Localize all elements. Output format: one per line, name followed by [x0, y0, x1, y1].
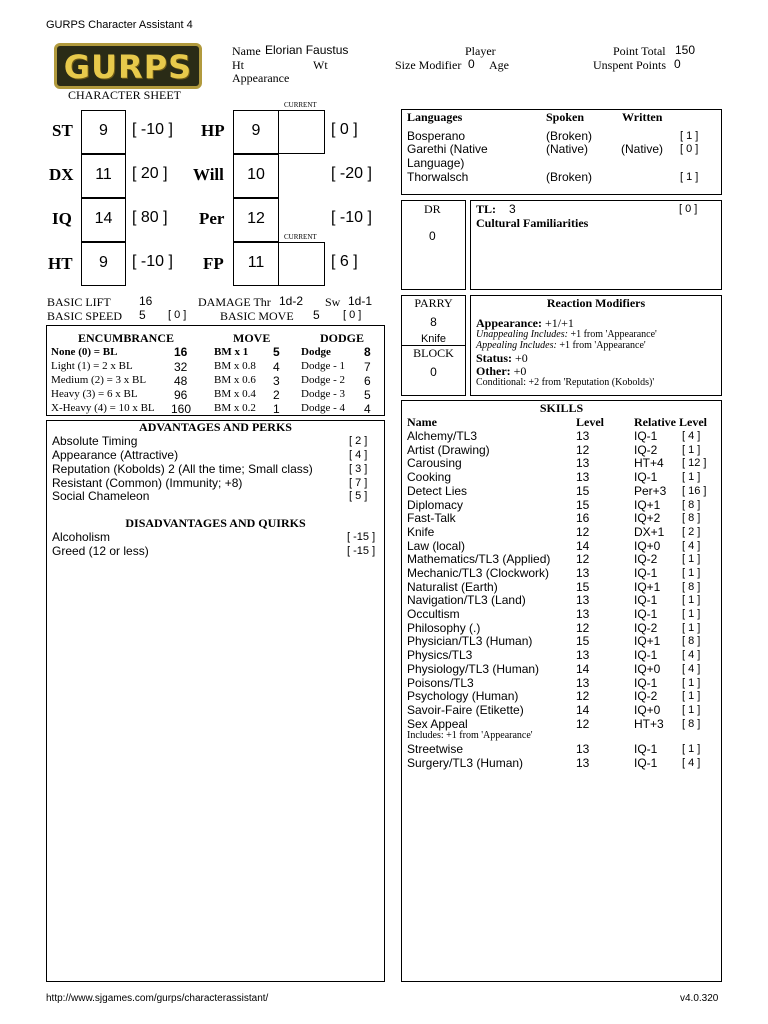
skill-level: 13 [576, 756, 590, 770]
current-label-hp: CURRENT [284, 101, 317, 109]
skill-level: 13 [576, 593, 590, 607]
skill-level: 13 [576, 676, 590, 690]
skill-cost: [ 8 ] [682, 499, 701, 511]
skill-row [402, 552, 721, 566]
skill-relative-level: IQ-1 [634, 607, 658, 621]
damage-thr-value: 1d-2 [279, 294, 304, 308]
sec-fp-box[interactable] [233, 242, 279, 286]
skill-row [402, 676, 721, 690]
skill-cost: [ 1 ] [682, 743, 701, 755]
basic-move-label: BASIC MOVE [220, 309, 294, 323]
logo-text: GURPS [63, 48, 193, 86]
advantage-cost: [ 4 ] [349, 449, 368, 461]
enc-move: 2 [273, 388, 280, 402]
skill-level: 12 [576, 621, 590, 635]
dr-value: 0 [429, 229, 436, 243]
skill-row [402, 511, 721, 525]
advantage-name: Social Chameleon [52, 489, 150, 503]
skill-level: 13 [576, 429, 590, 443]
language-spoken: (Native) [546, 142, 589, 156]
skill-relative-level: IQ+0 [634, 662, 661, 676]
skill-name: Fast-Talk [407, 511, 456, 525]
tl-value: 3 [509, 202, 516, 216]
enc-dodge: 7 [364, 360, 371, 374]
skill-row [402, 498, 721, 512]
skill-level: 12 [576, 689, 590, 703]
basic-lift-label: BASIC LIFT [47, 295, 111, 309]
skill-cost: [ 1 ] [682, 444, 701, 456]
skill-row [402, 566, 721, 580]
attr-iq-cost: [ 80 ] [132, 209, 168, 226]
skill-cost: [ 1 ] [682, 704, 701, 716]
skill-name: Alchemy/TL3 [407, 429, 478, 443]
tl-cost: [ 0 ] [679, 203, 698, 215]
attr-dx-cost: [ 20 ] [132, 165, 168, 182]
skill-level: 13 [576, 456, 590, 470]
name-label: Name [232, 44, 261, 58]
languages-header: Languages [407, 110, 463, 124]
skill-relative-level: IQ-2 [634, 443, 658, 457]
wt-label: Wt [313, 58, 328, 72]
size-modifier-value: 0 [468, 57, 475, 71]
point-total-value: 150 [675, 43, 696, 57]
attr-ht-box[interactable] [81, 242, 126, 286]
enc-level: Light (1) = 2 x BL [51, 360, 133, 372]
parry-value: 8 [430, 315, 437, 329]
sec-hp-label: HP [201, 121, 225, 140]
skill-name: Physics/TL3 [407, 648, 473, 662]
skill-relative-level: IQ-2 [634, 552, 658, 566]
sheet-label: CHARACTER SHEET [68, 88, 182, 102]
skill-row [402, 607, 721, 621]
dr-label: DR [424, 202, 441, 216]
skill-name: Mechanic/TL3 (Clockwork) [407, 566, 550, 580]
skill-cost: [ 4 ] [682, 649, 701, 661]
skill-row [402, 648, 721, 662]
languages-box [401, 109, 722, 195]
footer-url[interactable]: http://www.sjgames.com/gurps/characterassistant/ [46, 993, 269, 1004]
skill-name: Artist (Drawing) [407, 443, 490, 457]
enc-move-label: BM x 1 [214, 346, 249, 358]
enc-dodge-label: Dodge - 2 [301, 374, 345, 386]
spoken-header: Spoken [546, 110, 585, 124]
skill-row [402, 456, 721, 470]
block-label: BLOCK [413, 346, 454, 360]
skill-row [402, 539, 721, 553]
skill-name: Surgery/TL3 (Human) [407, 756, 524, 770]
unspent-label: Unspent Points [593, 58, 667, 72]
sec-will-value: 10 [247, 166, 265, 183]
sec-hp-cost: [ 0 ] [331, 121, 358, 138]
skill-relative-level: IQ-1 [634, 593, 658, 607]
skill-relative-level: IQ-1 [634, 566, 658, 580]
advantage-cost: [ 7 ] [349, 477, 368, 489]
sec-per-cost: [ -10 ] [331, 209, 372, 226]
unappealing-label: Unappealing Includes: [476, 329, 568, 340]
skill-cost: [ 12 ] [682, 457, 707, 469]
skill-cost: [ 1 ] [682, 677, 701, 689]
reaction-appearance-label: Appearance: [476, 316, 542, 330]
skill-relative-level: IQ-1 [634, 756, 658, 770]
skill-name: Knife [407, 525, 435, 539]
enc-move: 4 [273, 360, 280, 374]
skill-relative-level: IQ-1 [634, 742, 658, 756]
reaction-appearance-value: +1/+1 [545, 316, 574, 330]
enc-move-label: BM x 0.8 [214, 360, 256, 372]
reaction-title: Reaction Modifiers [546, 296, 646, 310]
skill-cost: [ 4 ] [682, 757, 701, 769]
player-label: Player [465, 44, 496, 58]
skill-name: Detect Lies [407, 484, 468, 498]
skills-title: SKILLS [539, 401, 584, 415]
skill-relative-level: IQ-1 [634, 470, 658, 484]
language-name: Language) [407, 156, 465, 170]
skills-box [401, 400, 722, 982]
parry-label: PARRY [414, 296, 453, 310]
enc-level: Heavy (3) = 6 x BL [51, 388, 138, 400]
enc-move-label: BM x 0.4 [214, 388, 256, 400]
disadvantage-name: Alcoholism [52, 530, 111, 544]
status-label: Status: [476, 351, 513, 365]
reaction-modifiers-box [470, 295, 722, 396]
skill-row [402, 689, 721, 703]
enc-dodge: 4 [364, 402, 371, 416]
enc-weight: 96 [174, 388, 188, 402]
skill-row [402, 580, 721, 594]
reaction-appealing [476, 340, 646, 351]
enc-dodge-label: Dodge - 3 [301, 388, 345, 400]
attr-dx-label: DX [49, 165, 74, 184]
sec-per-label: Per [199, 209, 225, 228]
damage-sw-value: 1d-1 [348, 294, 373, 308]
sec-fp-cost: [ 6 ] [331, 253, 358, 270]
skill-level: 13 [576, 742, 590, 756]
skill-level: 13 [576, 566, 590, 580]
attr-iq-box[interactable] [81, 198, 126, 242]
enc-dodge-label: Dodge - 1 [301, 360, 345, 372]
current-label-fp: CURRENT [284, 233, 317, 241]
appealing-text: +1 from 'Appearance' [559, 340, 646, 351]
skill-relative-level: Per+3 [634, 484, 667, 498]
sec-hp-current-box[interactable] [278, 110, 325, 154]
sec-hp-box[interactable] [233, 110, 279, 154]
skill-name: Sex Appeal [407, 717, 468, 731]
skill-relative-level: IQ+0 [634, 539, 661, 553]
language-name: Garethi (Native [407, 142, 488, 156]
point-total-label: Point Total [613, 44, 666, 58]
skill-row [402, 634, 721, 648]
enc-level: None (0) = BL [51, 346, 118, 358]
disadvantages-title: DISADVANTAGES AND QUIRKS [125, 516, 306, 530]
sec-hp-value: 9 [251, 122, 261, 139]
skill-cost: [ 8 ] [682, 581, 701, 593]
skill-relative-level: HT+3 [634, 717, 664, 731]
sec-fp-value: 11 [247, 254, 265, 271]
advantage-name: Appearance (Attractive) [52, 448, 179, 462]
attr-iq-label: IQ [52, 209, 72, 228]
skill-level: 15 [576, 498, 590, 512]
attr-ht-cost: [ -10 ] [132, 253, 173, 270]
status-value: +0 [515, 351, 528, 365]
sec-fp-label: FP [203, 254, 224, 273]
skill-name: Physician/TL3 (Human) [407, 634, 533, 648]
skill-level: 16 [576, 511, 590, 525]
sec-will-cost: [ -20 ] [331, 165, 372, 182]
enc-dodge: 5 [364, 388, 371, 402]
enc-dodge: 6 [364, 374, 371, 388]
skill-cost: [ 1 ] [682, 567, 701, 579]
size-modifier-label: Size Modifier [395, 58, 462, 72]
skill-row [402, 756, 721, 770]
reaction-conditional: Conditional: +2 from 'Reputation (Kobolds)' [476, 377, 655, 388]
skill-level: 12 [576, 552, 590, 566]
skill-row [402, 662, 721, 676]
encumbrance-header: ENCUMBRANCE [78, 331, 174, 345]
ht-label: Ht [232, 58, 244, 72]
advantage-cost: [ 5 ] [349, 490, 368, 502]
name-value: Elorian Faustus [265, 43, 349, 57]
unspent-value: 0 [674, 57, 681, 71]
skill-relative-level: IQ-2 [634, 689, 658, 703]
move-header: MOVE [233, 331, 271, 345]
enc-move-label: BM x 0.2 [214, 402, 256, 414]
skill-cost: [ 1 ] [682, 553, 701, 565]
enc-dodge: 8 [364, 345, 371, 359]
language-cost: [ 1 ] [680, 171, 699, 183]
reaction-unappealing [476, 329, 657, 340]
attr-ht-label: HT [48, 254, 73, 273]
advantage-cost: [ 3 ] [349, 463, 368, 475]
attr-dx-value: 11 [95, 166, 112, 183]
skill-cost: [ 8 ] [682, 718, 701, 730]
language-name: Thorwalsch [407, 170, 469, 184]
enc-weight: 48 [174, 374, 188, 388]
skill-level: 12 [576, 443, 590, 457]
cultural-familiarities-label: Cultural Familiarities [476, 216, 589, 230]
skill-name: Physiology/TL3 (Human) [407, 662, 540, 676]
skill-row [402, 429, 721, 443]
enc-move: 1 [273, 402, 280, 416]
language-cost: [ 0 ] [680, 143, 699, 155]
sec-per-box[interactable] [233, 198, 279, 242]
skill-name: Poisons/TL3 [407, 676, 474, 690]
enc-weight: 16 [174, 345, 188, 359]
disadvantage-name: Greed (12 or less) [52, 544, 149, 558]
skill-row [402, 621, 721, 635]
disadvantage-cost: [ -15 ] [347, 545, 376, 557]
attr-dx-box[interactable] [81, 154, 126, 198]
skill-level: 12 [576, 525, 590, 539]
skill-name: Philosophy (.) [407, 621, 481, 635]
footer-version: v4.0.320 [680, 993, 719, 1004]
enc-dodge-label: Dodge [301, 346, 331, 358]
language-spoken: (Broken) [546, 129, 593, 143]
skill-cost: [ 8 ] [682, 635, 701, 647]
attr-iq-value: 14 [94, 210, 113, 227]
skills-header-level: Level [576, 415, 604, 429]
written-header: Written [622, 110, 663, 124]
advantages-title: ADVANTAGES AND PERKS [139, 420, 292, 434]
language-spoken: (Broken) [546, 170, 593, 184]
skill-name: Mathematics/TL3 (Applied) [407, 552, 551, 566]
basic-speed-cost: [ 0 ] [168, 309, 187, 321]
advantage-name: Reputation (Kobolds) 2 (All the time; Small class) [52, 462, 313, 476]
skill-cost: [ 1 ] [682, 622, 701, 634]
basic-speed-label: BASIC SPEED [47, 309, 123, 323]
skill-note: Includes: +1 from 'Appearance' [407, 730, 533, 741]
skill-name: Carousing [407, 456, 462, 470]
enc-weight: 32 [174, 360, 188, 374]
other-value: +0 [513, 364, 527, 378]
dodge-header: DODGE [320, 331, 365, 345]
skill-name: Occultism [407, 607, 460, 621]
skill-name: Diplomacy [407, 498, 464, 512]
skill-row [402, 742, 721, 756]
skill-relative-level: IQ+1 [634, 498, 661, 512]
skill-relative-level: IQ-1 [634, 648, 658, 662]
skill-name: Law (local) [407, 539, 466, 553]
basic-move-value: 5 [313, 308, 320, 322]
skill-level: 12 [576, 717, 590, 731]
skill-cost: [ 8 ] [682, 512, 701, 524]
skill-level: 13 [576, 607, 590, 621]
unappealing-text: +1 from 'Appearance' [570, 329, 657, 340]
skill-relative-level: HT+4 [634, 456, 664, 470]
dr-box [401, 200, 466, 290]
skill-level: 15 [576, 580, 590, 594]
skill-cost: [ 4 ] [682, 663, 701, 675]
skill-level: 15 [576, 634, 590, 648]
skill-level: 13 [576, 648, 590, 662]
skill-cost: [ 16 ] [682, 485, 707, 497]
skill-relative-level: IQ+1 [634, 634, 661, 648]
skill-cost: [ 4 ] [682, 540, 701, 552]
damage-sw-label: Sw [325, 295, 341, 309]
sec-will-label: Will [193, 165, 224, 184]
skill-cost: [ 4 ] [682, 430, 701, 442]
disadvantage-cost: [ -15 ] [347, 531, 376, 543]
language-written: (Native) [621, 142, 664, 156]
skill-name: Savoir-Faire (Etikette) [407, 703, 524, 717]
skill-relative-level: IQ+1 [634, 580, 661, 594]
basic-move-cost: [ 0 ] [343, 309, 362, 321]
skill-relative-level: IQ-1 [634, 676, 658, 690]
skill-level: 14 [576, 539, 590, 553]
gurps-logo [54, 43, 202, 89]
skill-cost: [ 1 ] [682, 608, 701, 620]
language-name: Bosperano [407, 129, 466, 143]
skill-row [402, 443, 721, 457]
skill-row [402, 484, 721, 498]
skill-name: Streetwise [407, 742, 464, 756]
skill-row [402, 703, 721, 717]
skill-name: Psychology (Human) [407, 689, 519, 703]
advantages-box [46, 420, 385, 982]
block-value: 0 [430, 365, 437, 379]
enc-dodge-label: Dodge - 4 [301, 402, 345, 414]
attr-st-cost: [ -10 ] [132, 121, 173, 138]
skill-name: Naturalist (Earth) [407, 580, 498, 594]
attr-st-value: 9 [99, 122, 108, 139]
enc-weight: 160 [171, 402, 192, 416]
damage-label: DAMAGE Thr [198, 295, 271, 309]
skill-relative-level: DX+1 [634, 525, 665, 539]
enc-move-label: BM x 0.6 [214, 374, 256, 386]
skill-relative-level: IQ+0 [634, 703, 661, 717]
enc-move: 3 [273, 374, 280, 388]
skill-row [402, 717, 721, 731]
skill-name: Navigation/TL3 (Land) [407, 593, 526, 607]
enc-level: Medium (2) = 3 x BL [51, 374, 147, 386]
appearance-label: Appearance [232, 71, 290, 85]
attr-st-box[interactable] [81, 110, 126, 154]
skill-row [402, 525, 721, 539]
enc-move: 5 [273, 345, 280, 359]
skill-cost: [ 1 ] [682, 471, 701, 483]
encumbrance-table [46, 325, 385, 416]
skills-header-relative: Relative Level [634, 415, 707, 429]
basic-lift-value: 16 [139, 294, 153, 308]
language-cost: [ 1 ] [680, 130, 699, 142]
skill-level: 13 [576, 470, 590, 484]
tl-box [470, 200, 722, 290]
skill-level: 15 [576, 484, 590, 498]
enc-level: X-Heavy (4) = 10 x BL [51, 402, 155, 414]
other-label: Other: [476, 364, 511, 378]
age-label: Age [489, 58, 509, 72]
attr-st-label: ST [52, 121, 73, 140]
skill-level: 14 [576, 703, 590, 717]
sec-will-box[interactable] [233, 154, 279, 198]
tl-label: TL: [476, 202, 497, 216]
skill-relative-level: IQ-2 [634, 621, 658, 635]
skill-name: Cooking [407, 470, 452, 484]
attr-ht-value: 9 [99, 254, 108, 271]
skill-relative-level: IQ-1 [634, 429, 658, 443]
skill-relative-level: IQ+2 [634, 511, 661, 525]
skill-row [402, 593, 721, 607]
skill-cost: [ 2 ] [682, 526, 701, 538]
advantage-cost: [ 2 ] [349, 435, 368, 447]
skills-header-name: Name [407, 415, 437, 429]
basic-speed-value: 5 [139, 308, 146, 322]
skill-level: 14 [576, 662, 590, 676]
skill-row [402, 470, 721, 484]
parry-weapon: Knife [420, 333, 447, 345]
parry-block-box [401, 295, 466, 396]
advantage-name: Resistant (Common) (Immunity; +8) [52, 476, 243, 490]
sec-per-value: 12 [247, 210, 265, 227]
sec-fp-current-box[interactable] [278, 242, 325, 286]
skill-cost: [ 1 ] [682, 594, 701, 606]
skill-cost: [ 1 ] [682, 690, 701, 702]
app-title: GURPS Character Assistant 4 [46, 19, 193, 31]
appealing-label: Appealing Includes: [476, 340, 557, 351]
advantage-name: Absolute Timing [52, 434, 138, 448]
